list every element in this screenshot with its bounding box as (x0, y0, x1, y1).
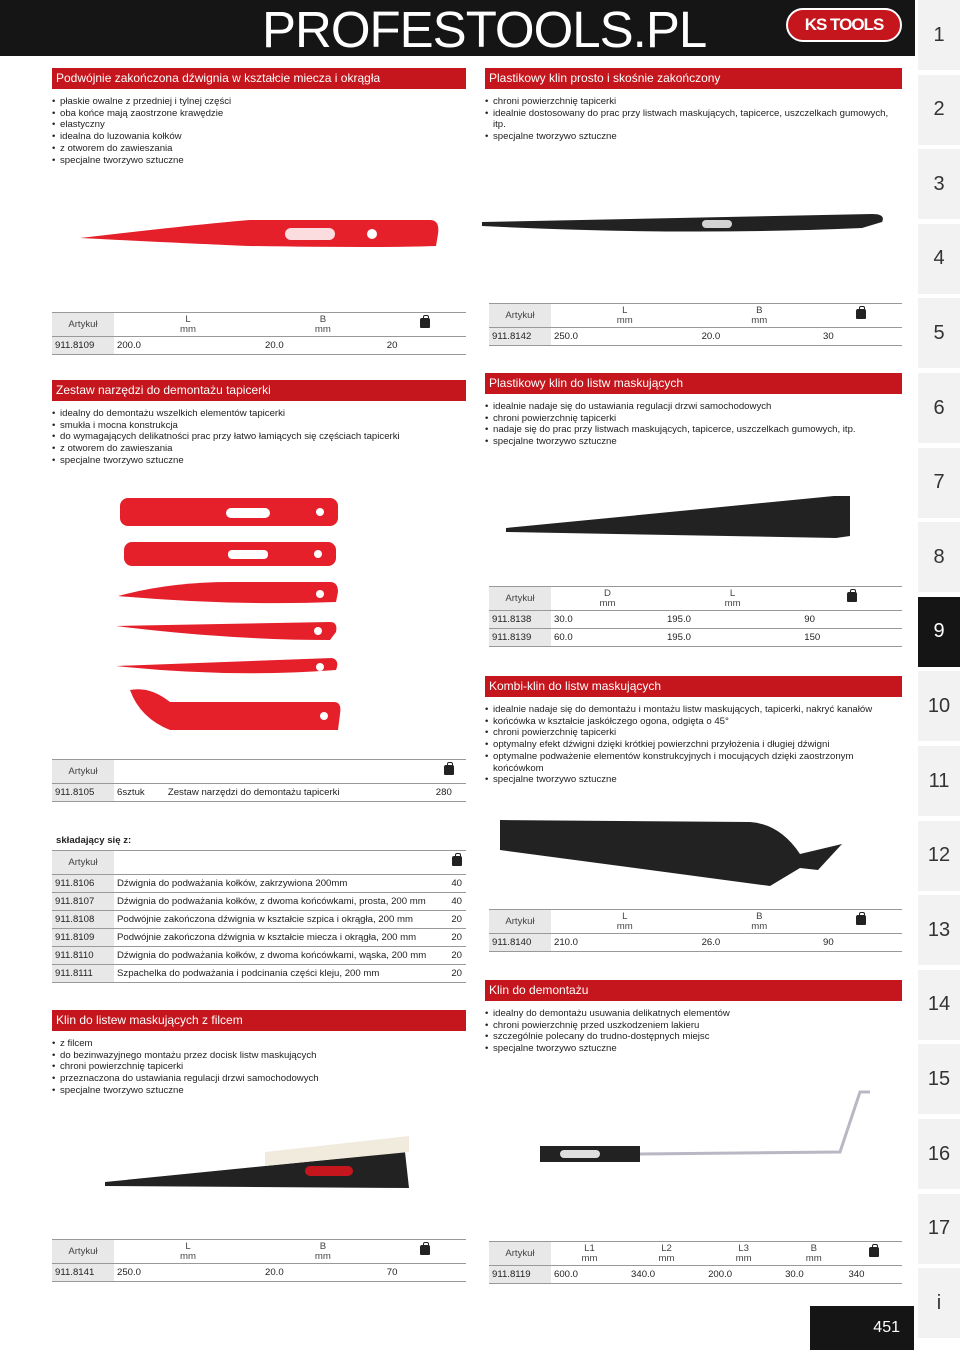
thumb-tab[interactable]: 4 (918, 224, 960, 294)
table-cell: B mm (699, 910, 820, 934)
bullet-item: • oba końce mają zaostrzone krawędzie (52, 108, 466, 120)
table-cell: B mm (699, 304, 820, 328)
bullet-item: • optymalne podważenie elementów konstrukcyjnych i mocujących dzięki zaostrzonym końcówkom (485, 751, 902, 774)
bullet-list (52, 408, 466, 467)
thumb-tab[interactable]: 13 (918, 895, 960, 965)
table-cell: 90 (820, 934, 902, 952)
table-cell: 20.0 (262, 1264, 384, 1282)
bullet-item: • do bezinwazyjnego montażu przez docisk listw maskujących (52, 1050, 466, 1062)
table-cell: Artykuł (489, 587, 551, 611)
bullet-item: • specjalne tworzywo sztuczne (52, 155, 466, 167)
table-cell: Podwójnie zakończona dźwignia w kształcie szpica i okrągła, 200 mm (114, 911, 448, 929)
page-header (0, 0, 915, 56)
thumb-tab[interactable]: 2 (918, 75, 960, 145)
table-cell: 200.0 (705, 1266, 782, 1284)
thumb-index (918, 0, 960, 1350)
table-cell: 30 (820, 328, 902, 346)
bullet-item: • z filcem (52, 1038, 466, 1050)
table-cell: 20 (384, 337, 466, 355)
table-cell: Dźwignia do podważania kołków, z dwoma końcówkami, prosta, 200 mm (114, 893, 448, 911)
section-sword-lever (52, 68, 466, 166)
table-cell: 20 (448, 947, 466, 965)
bullet-item: • chroni powierzchnię tapicerki (485, 96, 902, 108)
thumb-tab[interactable]: 11 (918, 746, 960, 816)
table-cell: 911.8140 (489, 934, 551, 952)
table-cell: Artykuł (52, 851, 114, 875)
table-cell: 911.8138 (489, 611, 551, 629)
thumb-tab[interactable]: 1 (918, 0, 960, 70)
table-cell: 40 (448, 893, 466, 911)
table-cell: 195.0 (664, 629, 801, 647)
bullet-item: • optymalny efekt dźwigni dzięki krótkiej powierzchni przyłożenia i długiej dźwigni (485, 739, 902, 751)
section-title: Zestaw narzędzi do demontażu tapicerki (52, 380, 466, 401)
bullet-item: • idealnie nadaje się do demontażu i montażu listw maskujących, tapicerki, nakryć kanałów (485, 704, 902, 716)
section-plastic-wedge (485, 68, 902, 143)
bullet-item: • specjalne tworzywo sztuczne (485, 774, 902, 786)
table-cell: 20.0 (262, 337, 384, 355)
table-911-8105 (52, 759, 466, 802)
bullet-item: • płaskie owalne z przedniej i tylnej części (52, 96, 466, 108)
table-cell: 340 (845, 1266, 902, 1284)
table-cell: 911.8108 (52, 911, 114, 929)
section-title: Podwójnie zakończona dźwignia w kształcie miecza i okrągła (52, 68, 466, 89)
table-cell: 20 (448, 965, 466, 983)
bullet-list (485, 401, 902, 448)
thumb-tab[interactable]: 16 (918, 1119, 960, 1189)
product-image-removal-hook (540, 1090, 880, 1170)
thumb-tab[interactable]: 12 (918, 821, 960, 891)
table-cell: Dźwignia do podważania kołków, zakrzywiona 200mm (114, 875, 448, 893)
brand-title: PROFESTOOLS.PL (262, 1, 707, 58)
bullet-item: • idealny do demontażu wszelkich elementów tapicerki (52, 408, 466, 420)
table-cell: 20 (448, 929, 466, 947)
table-911-8119 (489, 1241, 902, 1284)
product-image-sword-lever (80, 212, 445, 252)
table-cell: B mm (262, 313, 384, 337)
table-cell: B mm (262, 1240, 384, 1264)
table-cell: Dźwignia do podważania kołków, z dwoma końcówkami, wąska, 200 mm (114, 947, 448, 965)
table-911-8109 (52, 312, 466, 355)
consisting-of-label: składający się z: (56, 835, 132, 846)
weight-icon (820, 910, 902, 934)
table-cell: 20.0 (699, 328, 820, 346)
bullet-item: • z otworem do zawieszania (52, 143, 466, 155)
thumb-tab[interactable]: 6 (918, 373, 960, 443)
table-cell: 200.0 (114, 337, 262, 355)
bullet-item: • specjalne tworzywo sztuczne (52, 1085, 466, 1097)
table-set-contents (52, 850, 466, 983)
table-cell: L1 mm (551, 1242, 628, 1266)
bullet-item: • chroni powierzchnię tapicerki (485, 727, 902, 739)
table-cell: 60.0 (551, 629, 664, 647)
bullet-item: • przeznaczona do ustawiania regulacji drzwi samochodowych (52, 1073, 466, 1085)
table-cell: 26.0 (699, 934, 820, 952)
bullet-item: • idealnie nadaje się do ustawiania regulacji drzwi samochodowych (485, 401, 902, 413)
bullet-list (52, 1038, 466, 1097)
section-title: Klin do demontażu (485, 980, 902, 1001)
table-cell: Artykuł (52, 760, 114, 784)
table-cell: 911.8106 (52, 875, 114, 893)
table-cell: 20 (448, 911, 466, 929)
table-cell: Szpachelka do podważania i podcinania części kleju, 200 mm (114, 965, 448, 983)
table-cell: 340.0 (628, 1266, 705, 1284)
table-cell: 195.0 (664, 611, 801, 629)
table-cell: 70 (384, 1264, 466, 1282)
weight-icon (820, 304, 902, 328)
bullet-list (485, 96, 902, 143)
thumb-tab[interactable]: 10 (918, 671, 960, 741)
bullet-item: • nadaje się do prac przy listwach maskujących, tapicerce, uszczelkach gumowych, itp. (485, 424, 902, 436)
product-image-trim-tool-set (110, 490, 350, 740)
table-cell: Podwójnie zakończona dźwignia w kształcie miecza i okrągła, 200 mm (114, 929, 448, 947)
table-cell: 90 (801, 611, 902, 629)
product-image-trim-wedge (506, 492, 856, 542)
table-cell: 911.8109 (52, 929, 114, 947)
table-cell: Zestaw narzędzi do demontażu tapicerki (165, 784, 433, 802)
section-felt-wedge (52, 1010, 466, 1097)
thumb-tab[interactable]: 5 (918, 298, 960, 368)
table-cell: L mm (114, 1240, 262, 1264)
table-cell: 911.8139 (489, 629, 551, 647)
section-title: Plastikowy klin prosto i skośnie zakończony (485, 68, 902, 89)
section-trim-tool-set (52, 380, 466, 467)
table-cell: Artykuł (489, 1242, 551, 1266)
bullet-item: • idealna do luzowania kołków (52, 131, 466, 143)
thumb-tab[interactable]: 7 (918, 448, 960, 518)
table-cell: 911.8119 (489, 1266, 551, 1284)
bullet-item: • końcówka w kształcie jaskółczego ogona, odgięta o 45° (485, 716, 902, 728)
product-image-combi-wedge (500, 810, 845, 900)
table-cell: 210.0 (551, 934, 699, 952)
table-cell: L mm (114, 313, 262, 337)
table-cell: L3 mm (705, 1242, 782, 1266)
table-cell: 150 (801, 629, 902, 647)
weight-icon (448, 851, 466, 875)
bullet-item: • do wymagających delikatności prac przy łatwo łamiących się częściach tapicerki (52, 431, 466, 443)
table-cell: 30.0 (782, 1266, 845, 1284)
thumb-tab[interactable]: 9 (918, 597, 960, 667)
product-image-plastic-wedge (482, 208, 887, 238)
table-cell: 600.0 (551, 1266, 628, 1284)
bullet-item: • chroni powierzchnię tapicerki (485, 413, 902, 425)
bullet-item: • elastyczny (52, 119, 466, 131)
table-cell: 250.0 (551, 328, 699, 346)
bullet-item: • chroni powierzchnię przed uszkodzeniem lakieru (485, 1020, 902, 1032)
table-cell: D mm (551, 587, 664, 611)
table-cell: 911.8109 (52, 337, 114, 355)
table-cell: Artykuł (489, 910, 551, 934)
ks-tools-logo: KS TOOLS (786, 8, 902, 42)
table-911-8142 (489, 303, 902, 346)
table-cell: B mm (782, 1242, 845, 1266)
section-title: Plastikowy klin do listw maskujących (485, 373, 902, 394)
page-number: 451 (810, 1306, 914, 1350)
table-911-8140 (489, 909, 902, 952)
table-cell (114, 851, 448, 875)
table-cell: 40 (448, 875, 466, 893)
bullet-item: • specjalne tworzywo sztuczne (52, 455, 466, 467)
bullet-item: • idealny do demontażu usuwania delikatnych elementów (485, 1008, 902, 1020)
bullet-item: • idealnie dostosowany do prac przy listwach maskujących, tapicerce, uszczelkach gumowych, itp. (485, 108, 902, 131)
table-cell: Artykuł (52, 1240, 114, 1264)
bullet-list (52, 96, 466, 166)
weight-icon (801, 587, 902, 611)
section-trim-wedge (485, 373, 902, 448)
table-cell: Artykuł (489, 304, 551, 328)
table-cell: L mm (664, 587, 801, 611)
table-cell: 280 (433, 784, 466, 802)
table-cell (165, 760, 433, 784)
table-cell: 911.8142 (489, 328, 551, 346)
table-cell: Artykuł (52, 313, 114, 337)
thumb-tab[interactable]: i (918, 1268, 960, 1338)
table-cell: 911.8107 (52, 893, 114, 911)
table-cell: 6sztuk (114, 784, 165, 802)
table-cell: L mm (551, 910, 699, 934)
section-combi-wedge (485, 676, 902, 786)
table-cell: 911.8141 (52, 1264, 114, 1282)
bullet-list (485, 1008, 902, 1055)
table-cell (114, 760, 165, 784)
table-cell: 250.0 (114, 1264, 262, 1282)
table-911-8141 (52, 1239, 466, 1282)
section-removal-wedge (485, 980, 902, 1055)
bullet-item: • specjalne tworzywo sztuczne (485, 131, 902, 143)
bullet-item: • specjalne tworzywo sztuczne (485, 436, 902, 448)
section-title: Klin do listew maskujących z filcem (52, 1010, 466, 1031)
bullet-item: • chroni powierzchnię tapicerki (52, 1061, 466, 1073)
table-cell: L mm (551, 304, 699, 328)
thumb-tab[interactable]: 15 (918, 1044, 960, 1114)
weight-icon (384, 1240, 466, 1264)
weight-icon (384, 313, 466, 337)
table-cell: 911.8111 (52, 965, 114, 983)
thumb-tab[interactable]: 3 (918, 149, 960, 219)
thumb-tab[interactable]: 14 (918, 970, 960, 1040)
section-title: Kombi-klin do listw maskujących (485, 676, 902, 697)
table-cell: 30.0 (551, 611, 664, 629)
table-cell: L2 mm (628, 1242, 705, 1266)
table-cell: 911.8105 (52, 784, 114, 802)
table-911-8138 (489, 586, 902, 647)
bullet-list (485, 704, 902, 786)
bullet-item: • szczególnie polecany do trudno-dostępnych miejsc (485, 1031, 902, 1043)
bullet-item: • z otworem do zawieszania (52, 443, 466, 455)
thumb-tab[interactable]: 17 (918, 1194, 960, 1264)
weight-icon (433, 760, 466, 784)
product-image-felt-wedge (105, 1130, 415, 1190)
bullet-item: • smukła i mocna konstrukcja (52, 420, 466, 432)
table-cell: 911.8110 (52, 947, 114, 965)
bullet-item: • specjalne tworzywo sztuczne (485, 1043, 902, 1055)
weight-icon (845, 1242, 902, 1266)
thumb-tab[interactable]: 8 (918, 522, 960, 592)
